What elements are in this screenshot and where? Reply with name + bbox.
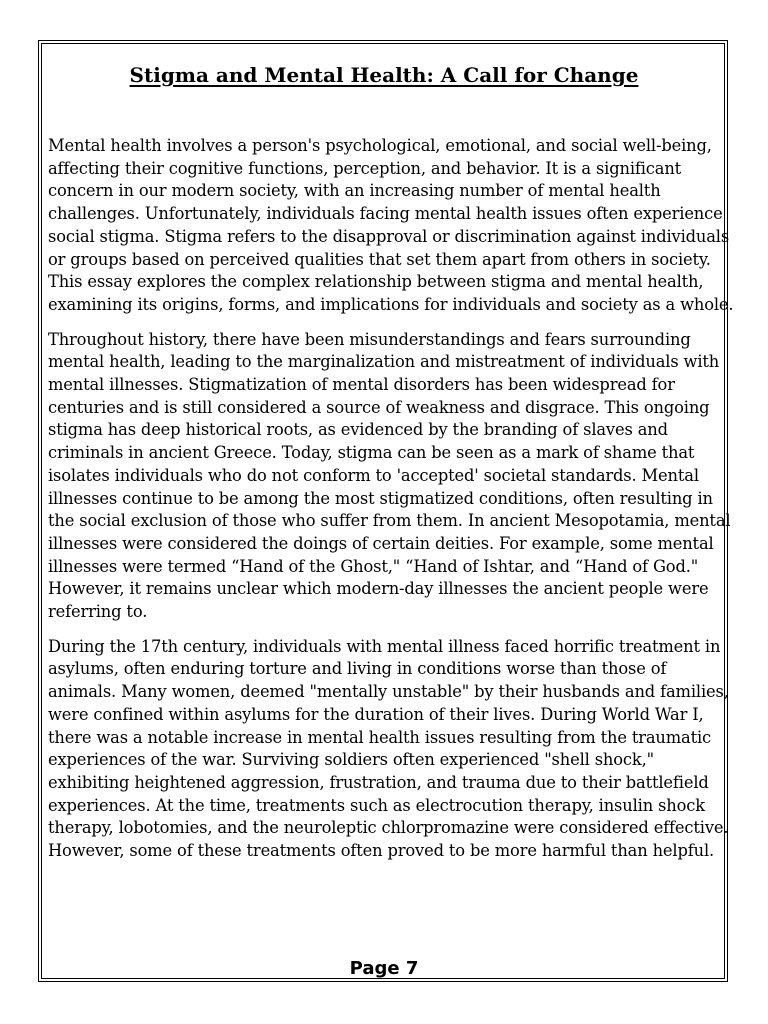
document-body bbox=[48, 135, 734, 875]
paragraph-2: Throughout history, there have been misunderstandings and fears surrounding mental health, leading to the marginalization and mistreatment of individuals with mental illnesses. Stigmatization of mental disorders has been widespread for centuries and is still considered a source of weakness and disgrace. This ongoing stigma has deep historical roots, as evidenced by the branding of slaves and criminals in ancient Greece. Today, stigma can be seen as a mark of shame that isolates individuals who do not conform to 'accepted' societal standards. Mental illnesses continue to be among the most stigmatized conditions, often resulting in the social exclusion of those who suffer from them. In ancient Mesopotamia, mental illnesses were considered the doings of certain deities. For example, some mental illnesses were termed “Hand of the Ghost," “Hand of Ishtar, and “Hand of God." However, it remains unclear which modern-day illnesses the ancient people were referring to. bbox=[48, 329, 731, 622]
document-title: Stigma and Mental Health: A Call for Change bbox=[129, 63, 639, 87]
paragraph-3: During the 17th century, individuals with mental illness faced horrific treatment in asylums, often enduring torture and living in conditions worse than those of animals. Many women, deemed "mentally unstable" by their husbands and families, were confined within asylums for the duration of their lives. During World War I, there was a notable increase in mental health issues resulting from the traumatic experiences of the war. Surviving soldiers often experienced "shell shock," exhibiting heightened aggression, frustration, and trauma due to their battlefield experiences. At the time, treatments such as electrocution therapy, insulin shock therapy, lobotomies, and the neuroleptic chlorpromazine were considered effective. However, some of these treatments often proved to be more harmful than helpful. bbox=[48, 636, 729, 861]
page-number: Page 7 bbox=[349, 958, 419, 979]
paragraph-1: Mental health involves a person's psychological, emotional, and social well-being, affecting their cognitive functions, perception, and behavior. It is a significant concern in our modern society, with an increasing number of mental health challenges. Unfortunately, individuals facing mental health issues often experience social stigma. Stigma refers to the disapproval or discrimination against individuals or groups based on perceived qualities that set them apart from others in society. This essay explores the complex relationship between stigma and mental health, examining its origins, forms, and implications for individuals and society as a whole. bbox=[48, 136, 734, 314]
